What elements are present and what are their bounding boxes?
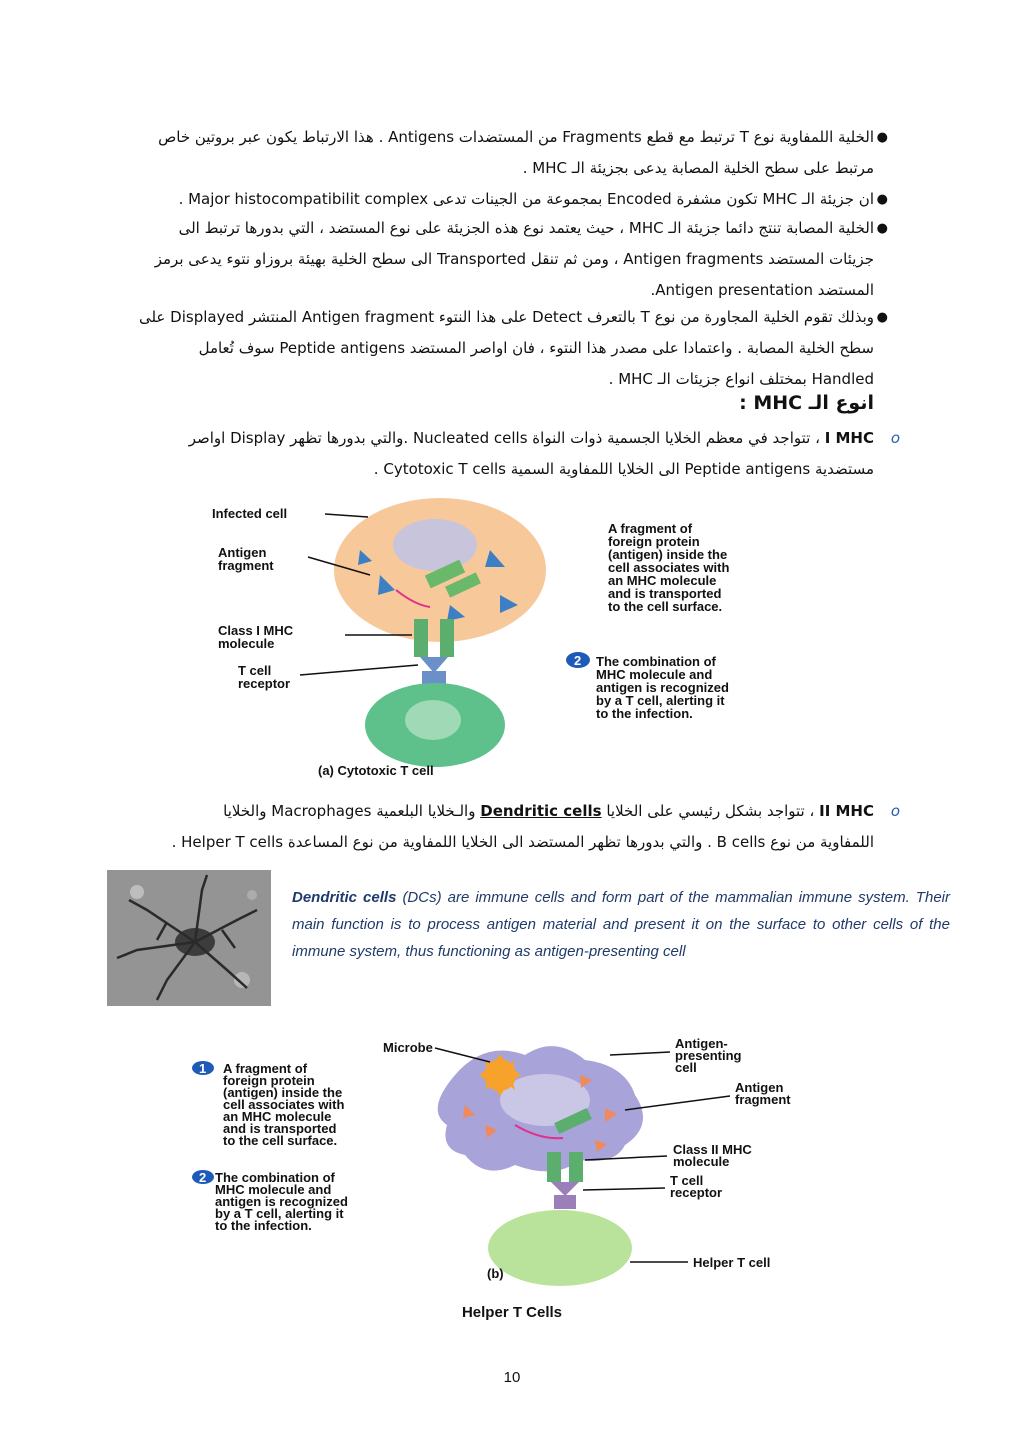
note-2-line: The combination of [215,1170,335,1185]
step-1-number: 1 [199,1061,207,1076]
tcr-label-1: T cell [238,663,272,678]
mhc-molecule-right [440,619,454,657]
mhc-class-1-label: I MHC [824,429,874,447]
note-2 [596,654,729,721]
leader-line [625,1096,730,1110]
note-1 [608,521,729,614]
note-2-line: MHC molecule and [596,667,713,682]
paragraph-4-line-3: Handled بمختلف انواع جزيئات الـ MHC . [608,370,874,388]
note-1-line: (antigen) inside the [608,547,728,562]
fragment-label-2: fragment [735,1092,791,1107]
figure-2-caption: (b) [487,1266,504,1281]
mhc-2-label-2: molecule [673,1154,730,1169]
mhc-class-1-line-2: مستضدية Peptide antigens الى الخلايا اللمفاوية السمية Cytotoxic T cells . [373,460,874,478]
mhc-molecule-left [414,619,428,657]
figure-2-title: Helper T Cells [461,1304,563,1321]
note-1-line: cell associates with [223,1097,345,1112]
helper-t-cell-label: Helper T cell [693,1255,771,1270]
paragraph-4-line-2: سطح الخلية المصابة . واعتمادا على مصدر هذا النتوء ، فان اواصر المستضد Peptide antigens سوف تُعامل [198,339,874,357]
paragraph-1 [70,122,888,184]
paragraph-3-line-2: جزيئات المستضد Antigen fragments ، ومن ثم تنقل Transported الى سطح الخلية بهيئة بروزاو نتوء يدعى برمز [154,250,874,268]
step-2-number: 2 [574,653,582,668]
leader-line [610,1052,670,1055]
note-1-line: (antigen) inside the [223,1085,343,1100]
page-number: 10 [503,1369,521,1386]
note-2-line: antigen is recognized [215,1194,348,1209]
section-heading: انوع الـ MHC : [739,392,874,414]
note-1-line: an MHC molecule [608,573,717,588]
tcr-2-label-2: receptor [670,1185,723,1200]
tcr-2-label-1: T cell [670,1173,704,1188]
helper-t-cell-diagram [185,1030,835,1290]
note-1-line: foreign protein [223,1073,315,1088]
fragment-label-1: Antigen [735,1080,784,1095]
nucleus-shape [393,519,477,571]
note-2-line: by a T cell, alerting it [596,693,725,708]
leader-line [583,1188,665,1190]
note-1-line: to the cell surface. [608,599,723,614]
fig2-note-2 [215,1170,348,1233]
paragraph-3-line-1: الخلية المصابة تنتج دائما جزيئة الـ MHC ، حيث يعتمد نوع هذه الجزيئة على نوع المستضد ، التي بدورها ترتبط الى [178,219,874,237]
circle-bullet-icon: o [890,429,900,447]
paragraph-2-line-1: ان جزيئة الـ MHC تكون مشفرة Encoded بمجموعة من الجينات تدعى Major histocompatibilit complex . [178,190,874,208]
apc-label-1: Antigen- [675,1036,728,1051]
tcr-label-2: receptor [238,676,291,691]
bullet-icon: ● [876,221,888,236]
dendritic-cells-term-en: Dendritic cells [292,889,397,906]
bullet-icon: ● [876,130,888,145]
figure-1-caption: (a) Cytotoxic T cell [318,763,434,778]
paragraph-4-line-1: وبذلك تقوم الخلية المجاورة من نوع T بالتعرف Detect على هذا النتوء Antigen fragment المنتشر Displayed على [138,308,874,326]
dendritic-cell-photo [107,870,271,1006]
paragraph-4 [70,302,888,395]
paragraph-3 [70,213,888,306]
paragraph-3-line-3: المستضد Antigen presentation. [650,281,874,299]
paragraph-1-line-1: الخلية اللمفاوية نوع T ترتبط مع قطع Fragments من المستضدات Antigens . هذا الارتباط يكون عبر بروتين خاص [158,128,874,146]
bullet-icon: ● [876,192,888,207]
mhc-class-1-item [70,423,900,485]
mhc-2-molecule-left [547,1152,561,1182]
t-cell-receptor-base [554,1195,576,1209]
fig2-note-1 [223,1061,344,1148]
note-1-line: and is transported [223,1121,337,1136]
antigen-label-2: fragment [218,558,274,573]
t-cell-receptor-shape [551,1182,579,1196]
paragraph-2 [70,184,888,215]
dendritic-cells-description [292,884,950,965]
note-2-line: The combination of [596,654,716,669]
mhc-class-1-text: ، تتواجد في معظم الخلايا الجسمية ذوات النواة Nucleated cells .والتي بدورها تظهر Display اواصر [188,429,820,447]
note-2-line: antigen is recognized [596,680,729,695]
circle-bullet-icon: o [890,802,900,820]
microbe-label: Microbe [383,1040,433,1055]
note-1-line: an MHC molecule [223,1109,332,1124]
paragraph-1-line-2: مرتبط على سطح الخلية المصابة يدعى بجزيئة الـ MHC . [522,159,874,177]
helper-t-cell-shape [488,1210,632,1286]
mhc-class-1-line-1 [70,423,874,454]
dendritic-cells-definition: (DCs) are immune cells and form part of the mammalian immune system. Their main function is to process antigen material and present it on the surface to other cells of the immune system, thus functioning as antigen-presenting cell [292,889,950,960]
apc-label-2: presenting [675,1048,742,1063]
t-cell-receptor-shape [420,657,448,673]
leader-line [300,665,418,675]
step-2-number: 2 [199,1170,207,1185]
mhc-label-1: Class I MHC [218,623,294,638]
leader-line [325,514,368,517]
note-2-line: by a T cell, alerting it [215,1206,344,1221]
note-1-line: A fragment of [608,521,693,536]
note-1-line: foreign protein [608,534,700,549]
infected-cell-label: Infected cell [212,506,288,521]
note-2-line: to the infection. [596,706,693,721]
bullet-icon: ● [876,310,888,325]
mhc-class-2-line-1 [70,796,874,827]
mhc-class-2-item [70,796,900,858]
mhc-2-label-1: Class II MHC [673,1142,752,1157]
note-1-line: to the cell surface. [223,1133,338,1148]
note-1-line: A fragment of [223,1061,308,1076]
antigen-label-1: Antigen [218,545,267,560]
dendritic-cells-term: Dendritic cells [480,802,602,820]
mhc-label-2: molecule [218,636,275,651]
mhc-class-2-line-2: اللمفاوية من نوع B cells . والتي بدورها تظهر المستضد الى الخلايا اللمفاوية من نوع المساعدة Helper T cells . [171,833,874,851]
mhc-class-2-label: II MHC [819,802,874,820]
note-1-line: and is transported [608,586,722,601]
t-cell-nucleus-shape [405,700,461,740]
mhc-class-2-post: والـخلايا البلعمية Macrophages والخلايا [223,802,476,820]
note-1-line: cell associates with [608,560,730,575]
mhc-class-2-pre: ، تتواجد بشكل رئيسي على الخلايا [606,802,815,820]
mhc-2-molecule-right [569,1152,583,1182]
note-2-line: to the infection. [215,1218,312,1233]
cytotoxic-t-cell-diagram [200,495,820,785]
note-2-line: MHC molecule and [215,1182,332,1197]
apc-label-3: cell [675,1060,697,1075]
